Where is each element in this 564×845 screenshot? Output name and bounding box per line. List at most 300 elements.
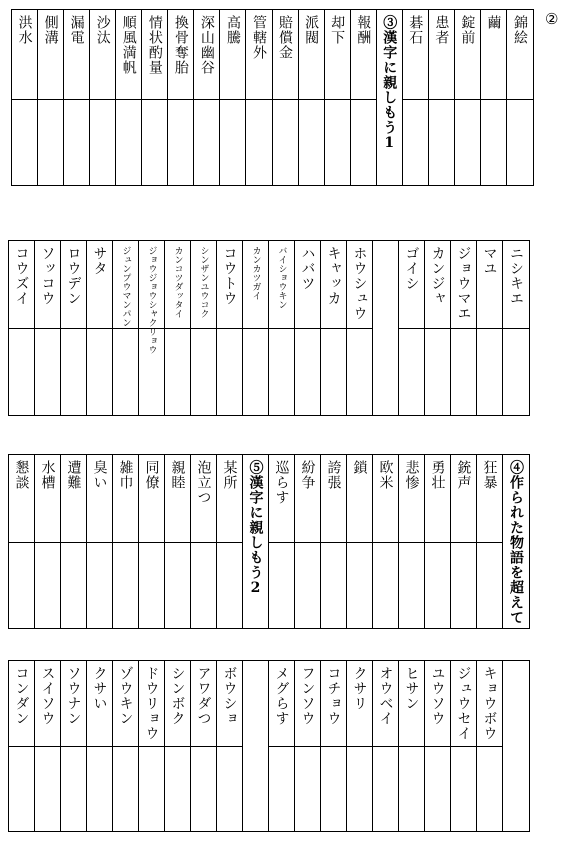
- vocab-word: 雑巾: [117, 460, 134, 490]
- answer-box[interactable]: [503, 329, 529, 415]
- answer-box[interactable]: [481, 100, 506, 185]
- vocab-cell: [399, 661, 425, 831]
- answer-box[interactable]: [113, 543, 138, 628]
- answer-box[interactable]: [429, 100, 454, 185]
- answer-box[interactable]: [399, 543, 424, 628]
- answer-box[interactable]: [425, 543, 450, 628]
- vocab-word: ニシキエ: [508, 246, 524, 306]
- vocab-cell: [347, 661, 373, 831]
- vocab-word: コウトウ: [221, 246, 238, 306]
- vocab-cell: [191, 455, 217, 628]
- cell-word-area: [321, 661, 346, 747]
- answer-box[interactable]: [347, 747, 372, 831]
- cell-word-area: [295, 661, 320, 747]
- vocab-word: 賠償金: [277, 15, 294, 60]
- vocab-word: 却下: [329, 15, 346, 45]
- cell-word-area: [35, 661, 60, 747]
- vocab-word: 銃声: [455, 460, 472, 490]
- answer-box[interactable]: [87, 747, 112, 831]
- cell-word-area: [269, 241, 294, 329]
- cell-word-area: [351, 10, 376, 100]
- vocab-cell: [165, 661, 191, 831]
- vocab-word: 側溝: [42, 15, 59, 45]
- vocab-word: 勇壮: [429, 460, 446, 490]
- vocab-word: 悲惨: [403, 460, 420, 490]
- vocab-word: アワダつ: [195, 666, 212, 726]
- answer-box[interactable]: [347, 329, 372, 415]
- vocab-cell: [243, 241, 269, 415]
- vocab-word: 錠前: [459, 15, 476, 45]
- answer-box[interactable]: [165, 329, 190, 415]
- answer-box[interactable]: [116, 100, 141, 185]
- vocab-cell: [399, 455, 425, 628]
- vocab-word: サタ: [91, 246, 108, 276]
- cell-word-area: [61, 455, 86, 543]
- cell-word-area: [64, 10, 89, 100]
- vocab-word: 紛争: [299, 460, 316, 490]
- cell-word-area: [451, 241, 476, 329]
- cell-word-area: [116, 10, 141, 100]
- vocab-cell: [503, 241, 529, 415]
- vocab-word: バイショウキン: [276, 246, 287, 309]
- vocab-word: ホウシュウ: [351, 246, 368, 321]
- cell-word-area: [12, 10, 37, 100]
- vocab-cell: [451, 241, 477, 415]
- cell-word-area: [269, 455, 294, 543]
- cell-word-area: [168, 10, 193, 100]
- answer-box[interactable]: [142, 100, 167, 185]
- vocab-word: 泡立つ: [195, 460, 212, 505]
- cell-word-area: [273, 10, 298, 100]
- vocab-word: カンコツダッタイ: [172, 246, 183, 318]
- vocab-cell: [116, 10, 142, 185]
- answer-box[interactable]: [87, 543, 112, 628]
- vocab-cell: [217, 661, 243, 831]
- vocab-word: 欧米: [377, 460, 394, 490]
- vocab-cell: [321, 241, 347, 415]
- vocab-cell: [455, 10, 481, 185]
- vocab-cell: [425, 241, 451, 415]
- cell-word-area: [403, 10, 428, 100]
- vocab-word: シンボク: [169, 666, 186, 726]
- answer-box[interactable]: [321, 329, 346, 415]
- vocab-word: ジョウジョウシャクリョウ: [146, 246, 157, 354]
- answer-box[interactable]: [64, 100, 89, 185]
- cell-word-area: [139, 241, 164, 354]
- cell-word-area: [191, 661, 216, 747]
- vocab-cell: [217, 455, 243, 628]
- answer-box[interactable]: [165, 543, 190, 628]
- vocab-cell: [269, 455, 295, 628]
- cell-word-area: [246, 10, 271, 100]
- vocab-cell: [295, 241, 321, 415]
- vocab-word: 碁石: [407, 15, 424, 45]
- blank-cell: [373, 241, 399, 415]
- cell-word-area: [347, 455, 372, 543]
- vocab-cell: [425, 661, 451, 831]
- vocab-word: マユ: [481, 246, 498, 276]
- vocab-cell: [273, 10, 299, 185]
- vocab-cell: [425, 455, 451, 628]
- answer-box[interactable]: [351, 100, 376, 185]
- cell-word-area: [451, 661, 476, 747]
- vocab-cell: [113, 455, 139, 628]
- cell-word-area: [455, 10, 480, 100]
- page-number: ②: [545, 10, 559, 28]
- vocab-cell: [399, 241, 425, 415]
- cell-word-area: [477, 661, 502, 747]
- vocab-cell: [269, 241, 295, 415]
- vocab-word: コンダン: [13, 666, 30, 726]
- vocab-cell: [9, 241, 35, 415]
- cell-word-area: [9, 241, 34, 329]
- vocab-word: 遭難: [65, 460, 82, 490]
- vocab-word: 同僚: [143, 460, 160, 490]
- cell-word-area: [35, 241, 60, 329]
- vocab-word: 深山幽谷: [198, 15, 215, 75]
- vocab-word: 順風満帆: [120, 15, 137, 75]
- cell-word-area: [425, 661, 450, 747]
- answer-box[interactable]: [191, 747, 216, 831]
- cell-word-area: [191, 455, 216, 543]
- vocab-word: 臭い: [91, 460, 108, 490]
- cell-word-area: [425, 455, 450, 543]
- cell-word-area: [243, 455, 268, 597]
- cell-word-area: [373, 661, 398, 747]
- blank-cell: [503, 661, 529, 831]
- section-heading-cell: [243, 455, 269, 628]
- cell-word-area: [503, 241, 529, 329]
- vocab-word: ハバツ: [299, 246, 316, 291]
- vocab-grid-reading-2: [8, 660, 530, 832]
- cell-word-area: [113, 661, 138, 747]
- vocab-grid-kanji-1: [11, 9, 534, 186]
- answer-box[interactable]: [87, 329, 112, 415]
- answer-box[interactable]: [194, 100, 219, 185]
- vocab-word: カンカツガイ: [250, 246, 261, 300]
- cell-word-area: [377, 10, 402, 152]
- vocab-word: ユウソウ: [429, 666, 446, 726]
- cell-word-area: [295, 455, 320, 543]
- cell-word-area: [165, 661, 190, 747]
- cell-word-area: [142, 10, 167, 100]
- cell-word-area: [113, 241, 138, 329]
- section-heading-cell: [377, 10, 403, 185]
- vocab-cell: [168, 10, 194, 185]
- answer-box[interactable]: [246, 100, 271, 185]
- vocab-word: 誇張: [325, 460, 342, 490]
- cell-word-area: [87, 661, 112, 747]
- answer-box[interactable]: [61, 543, 86, 628]
- cell-word-area: [481, 10, 506, 100]
- cell-word-area: [399, 241, 424, 329]
- vocab-cell: [38, 10, 64, 185]
- answer-box[interactable]: [295, 543, 320, 628]
- vocab-cell: [295, 455, 321, 628]
- vocab-cell: [451, 455, 477, 628]
- answer-box[interactable]: [321, 543, 346, 628]
- answer-box[interactable]: [269, 329, 294, 415]
- cell-word-area: [373, 455, 398, 543]
- cell-word-area: [321, 455, 346, 543]
- cell-word-area: [165, 455, 190, 543]
- vocab-word: ソウナン: [65, 666, 82, 726]
- vocab-word: 錦絵: [511, 15, 528, 45]
- answer-box[interactable]: [139, 543, 164, 628]
- vocab-cell: [113, 661, 139, 831]
- answer-box[interactable]: [451, 543, 476, 628]
- vocab-word: ジュウセイ: [455, 666, 472, 741]
- section-heading-cell: [503, 455, 529, 628]
- cell-word-area: [325, 10, 350, 100]
- answer-box[interactable]: [35, 747, 60, 831]
- section-heading: ④作られた物語を超えて: [508, 460, 524, 625]
- vocab-word: ゾウキン: [117, 666, 134, 726]
- cell-word-area: [243, 241, 268, 329]
- vocab-cell: [61, 455, 87, 628]
- vocab-cell: [347, 455, 373, 628]
- answer-box[interactable]: [113, 747, 138, 831]
- vocab-cell: [9, 455, 35, 628]
- vocab-word: キャッカ: [325, 246, 342, 306]
- vocab-cell: [165, 455, 191, 628]
- answer-box[interactable]: [477, 329, 502, 415]
- vocab-word: クサリ: [351, 666, 368, 711]
- vocab-word: カンジャ: [429, 246, 446, 306]
- vocab-cell: [507, 10, 533, 185]
- vocab-word: フンソウ: [299, 666, 316, 726]
- cell-word-area: [217, 661, 242, 747]
- vocab-word: オウベイ: [377, 666, 394, 726]
- answer-box[interactable]: [113, 329, 138, 415]
- answer-box[interactable]: [403, 100, 428, 185]
- answer-box[interactable]: [191, 543, 216, 628]
- cell-word-area: [299, 10, 324, 100]
- answer-box[interactable]: [347, 543, 372, 628]
- vocab-cell: [35, 455, 61, 628]
- vocab-cell: [269, 661, 295, 831]
- answer-box[interactable]: [139, 329, 164, 415]
- cell-word-area: [347, 661, 372, 747]
- answer-box[interactable]: [38, 100, 63, 185]
- vocab-word: 水槽: [39, 460, 56, 490]
- cell-word-area: [243, 661, 268, 747]
- vocab-word: 情状酌量: [146, 15, 163, 75]
- cell-word-area: [217, 241, 242, 329]
- answer-box[interactable]: [321, 747, 346, 831]
- answer-box[interactable]: [295, 329, 320, 415]
- answer-box[interactable]: [477, 747, 502, 831]
- vocab-cell: [142, 10, 168, 185]
- cell-word-area: [321, 241, 346, 329]
- cell-word-area: [38, 10, 63, 100]
- cell-word-area: [165, 241, 190, 329]
- vocab-cell: [139, 455, 165, 628]
- cell-word-area: [9, 455, 34, 543]
- answer-box[interactable]: [325, 100, 350, 185]
- vocab-word: ジュンプウマンパン: [120, 246, 131, 327]
- answer-box[interactable]: [451, 329, 476, 415]
- cell-word-area: [217, 455, 242, 543]
- answer-box[interactable]: [217, 543, 242, 628]
- vocab-cell: [246, 10, 272, 185]
- vocab-word: メグらす: [273, 666, 290, 726]
- vocab-cell: [477, 661, 503, 831]
- cell-word-area: [373, 241, 398, 329]
- vocab-word: 沙汰: [94, 15, 111, 45]
- vocab-cell: [64, 10, 90, 185]
- cell-word-area: [87, 455, 112, 543]
- answer-box[interactable]: [191, 329, 216, 415]
- vocab-cell: [35, 661, 61, 831]
- vocab-cell: [87, 241, 113, 415]
- vocab-cell: [12, 10, 38, 185]
- vocab-cell: [220, 10, 246, 185]
- answer-box[interactable]: [243, 329, 268, 415]
- answer-box[interactable]: [9, 543, 34, 628]
- cell-word-area: [61, 241, 86, 329]
- answer-box[interactable]: [295, 747, 320, 831]
- cell-word-area: [295, 241, 320, 329]
- cell-word-area: [347, 241, 372, 329]
- vocab-word: ロウデン: [65, 246, 82, 306]
- cell-word-area: [90, 10, 115, 100]
- cell-word-area: [477, 241, 502, 329]
- cell-word-area: [429, 10, 454, 100]
- vocab-word: 洪水: [16, 15, 33, 45]
- vocab-word: ドウリョウ: [143, 666, 160, 741]
- vocab-word: 巡らす: [273, 460, 290, 505]
- vocab-cell: [194, 10, 220, 185]
- vocab-cell: [347, 241, 373, 415]
- vocab-cell: [9, 661, 35, 831]
- cell-word-area: [399, 661, 424, 747]
- cell-word-area: [139, 455, 164, 543]
- answer-box[interactable]: [139, 747, 164, 831]
- cell-word-area: [139, 661, 164, 747]
- vocab-word: 狂暴: [481, 460, 498, 490]
- answer-box[interactable]: [451, 747, 476, 831]
- vocab-cell: [351, 10, 377, 185]
- answer-box[interactable]: [399, 329, 424, 415]
- vocab-word: 報酬: [355, 15, 372, 45]
- answer-box[interactable]: [425, 329, 450, 415]
- answer-box[interactable]: [35, 329, 60, 415]
- vocab-cell: [87, 455, 113, 628]
- vocab-cell: [299, 10, 325, 185]
- vocab-cell: [321, 661, 347, 831]
- cell-word-area: [87, 241, 112, 329]
- answer-box[interactable]: [425, 747, 450, 831]
- answer-box[interactable]: [9, 747, 34, 831]
- vocab-cell: [139, 661, 165, 831]
- vocab-cell: [61, 241, 87, 415]
- cell-word-area: [477, 455, 502, 543]
- answer-box[interactable]: [35, 543, 60, 628]
- vocab-cell: [139, 241, 165, 415]
- answer-box[interactable]: [61, 747, 86, 831]
- blank-cell: [243, 661, 269, 831]
- vocab-cell: [451, 661, 477, 831]
- answer-box[interactable]: [399, 747, 424, 831]
- vocab-cell: [373, 455, 399, 628]
- section-heading: ⑤漢字に親しもう2: [247, 460, 264, 597]
- vocab-word: 換骨奪胎: [172, 15, 189, 75]
- vocab-word: キョウボウ: [481, 666, 498, 741]
- cell-word-area: [269, 661, 294, 747]
- vocab-cell: [191, 241, 217, 415]
- answer-box[interactable]: [269, 747, 294, 831]
- cell-word-area: [503, 455, 529, 625]
- vocab-word: コウズイ: [13, 246, 30, 306]
- cell-word-area: [451, 455, 476, 543]
- cell-word-area: [220, 10, 245, 100]
- answer-box[interactable]: [217, 747, 242, 831]
- answer-box[interactable]: [61, 329, 86, 415]
- vocab-cell: [87, 661, 113, 831]
- vocab-word: 派閥: [303, 15, 320, 45]
- vocab-cell: [113, 241, 139, 415]
- vocab-grid-kanji-2: [8, 454, 530, 629]
- answer-box[interactable]: [455, 100, 480, 185]
- answer-box[interactable]: [165, 747, 190, 831]
- cell-word-area: [425, 241, 450, 329]
- answer-box[interactable]: [507, 100, 533, 185]
- answer-box[interactable]: [273, 100, 298, 185]
- vocab-cell: [373, 661, 399, 831]
- vocab-cell: [481, 10, 507, 185]
- vocab-cell: [295, 661, 321, 831]
- vocab-word: ボウショ: [221, 666, 238, 726]
- answer-box[interactable]: [220, 100, 245, 185]
- vocab-word: クサい: [91, 666, 108, 711]
- cell-word-area: [9, 661, 34, 747]
- answer-box[interactable]: [373, 747, 398, 831]
- vocab-word: 懇談: [13, 460, 30, 490]
- cell-word-area: [191, 241, 216, 329]
- vocab-cell: [403, 10, 429, 185]
- vocab-word: 高騰: [224, 15, 241, 45]
- vocab-word: 某所: [221, 460, 238, 490]
- vocab-cell: [477, 241, 503, 415]
- answer-box[interactable]: [168, 100, 193, 185]
- answer-box[interactable]: [269, 543, 294, 628]
- answer-box[interactable]: [12, 100, 37, 185]
- vocab-word: 繭: [485, 15, 502, 30]
- answer-box[interactable]: [9, 329, 34, 415]
- vocab-word: ソッコウ: [39, 246, 56, 306]
- vocab-word: シンザンユウコク: [198, 246, 209, 318]
- vocab-word: コチョウ: [325, 666, 342, 726]
- vocab-word: 親睦: [169, 460, 186, 490]
- cell-word-area: [113, 455, 138, 543]
- answer-box[interactable]: [477, 543, 502, 628]
- answer-box[interactable]: [217, 329, 242, 415]
- vocab-word: スイソウ: [39, 666, 56, 726]
- vocab-grid-reading-1: [8, 240, 530, 416]
- answer-box[interactable]: [90, 100, 115, 185]
- vocab-cell: [217, 241, 243, 415]
- vocab-cell: [321, 455, 347, 628]
- answer-box[interactable]: [373, 543, 398, 628]
- vocab-cell: [477, 455, 503, 628]
- vocab-word: 管轄外: [251, 15, 267, 60]
- vocab-word: 漏電: [68, 15, 85, 45]
- vocab-cell: [191, 661, 217, 831]
- answer-box[interactable]: [299, 100, 324, 185]
- section-heading: ③漢字に親しもう1: [381, 15, 398, 152]
- vocab-word: ジョウマエ: [455, 246, 472, 321]
